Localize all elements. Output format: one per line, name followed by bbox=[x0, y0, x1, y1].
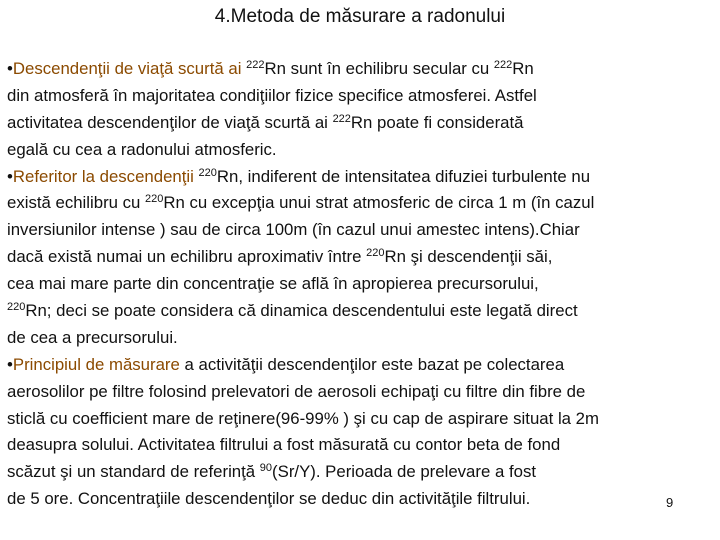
text-segment: de 5 ore. Concentraţiile descendenţilor se deduc din activităţile filtrului. bbox=[7, 489, 531, 509]
text-segment: Rn şi descendenţii săi, bbox=[384, 247, 553, 267]
text-line bbox=[7, 379, 719, 406]
text-line bbox=[7, 244, 719, 271]
text-segment: (Sr/Y). Perioada de prelevare a fost bbox=[272, 462, 537, 482]
text-segment: scăzut şi un standard de referinţă bbox=[7, 462, 260, 482]
text-line bbox=[7, 486, 719, 513]
text-line bbox=[7, 432, 719, 459]
text-segment: Rn, indiferent de intensitatea difuziei turbulente nu bbox=[216, 166, 591, 186]
paragraph-3 bbox=[7, 352, 719, 513]
highlighted-phrase: Principiul de măsurare bbox=[12, 354, 180, 374]
bullet: • bbox=[7, 59, 13, 78]
text-line bbox=[7, 137, 719, 164]
isotope-mass-number: 90 bbox=[259, 462, 273, 475]
text-segment: deasupra solului. Activitatea filtrului a fost măsurată cu contor beta de fond bbox=[7, 435, 561, 455]
isotope-mass-number: 220 bbox=[366, 247, 385, 260]
text-line bbox=[7, 110, 719, 137]
bullet: • bbox=[7, 166, 13, 186]
body-text bbox=[7, 56, 719, 513]
text-segment: egală cu cea a radonului atmosferic. bbox=[7, 139, 277, 159]
text-line bbox=[7, 271, 719, 298]
isotope-mass-number: 220 bbox=[198, 166, 217, 179]
text-line bbox=[7, 459, 719, 486]
text-segment: Rn cu excepţia unui strat atmosferic de circa 1 m (în cazul bbox=[163, 193, 595, 213]
text-line bbox=[7, 352, 719, 379]
text-segment: Rn sunt în echilibru secular cu bbox=[264, 59, 494, 78]
text-line bbox=[7, 325, 719, 352]
page-number: 9 bbox=[666, 495, 674, 510]
paragraph-1 bbox=[7, 56, 719, 164]
highlighted-phrase: Descendenţii de viaţă scurtă ai bbox=[12, 59, 247, 78]
text-segment: cea mai mare parte din concentraţie se află în apropierea precursorului, bbox=[7, 274, 539, 294]
isotope-mass-number: 222 bbox=[246, 59, 265, 71]
slide-title: 4.Metoda de măsurare a radonului bbox=[214, 6, 506, 27]
isotope-mass-number: 222 bbox=[332, 112, 351, 125]
paragraph-2 bbox=[7, 164, 719, 352]
text-segment: dacă există numai un echilibru aproximativ între bbox=[7, 247, 367, 267]
text-segment: Rn bbox=[512, 59, 534, 78]
text-segment: există echilibru cu bbox=[7, 193, 146, 213]
text-line bbox=[7, 164, 719, 191]
text-line bbox=[7, 298, 719, 325]
text-segment: inversiunilor intense ) sau de circa 100m (în cazul unui amestec intens).Chiar bbox=[7, 220, 580, 240]
text-segment: Rn; deci se poate considera că dinamica descendentului este legată direct bbox=[25, 301, 578, 321]
text-line bbox=[7, 190, 719, 217]
text-line bbox=[7, 406, 719, 433]
text-line bbox=[7, 217, 719, 244]
text-segment: aerosolilor pe filtre folosind prelevatori de aerosoli echipaţi cu filtre din fibre de bbox=[7, 381, 586, 401]
text-line bbox=[7, 56, 719, 83]
highlighted-phrase: Referitor la descendenţii bbox=[12, 166, 199, 186]
text-line bbox=[7, 83, 719, 110]
text-segment: de cea a precursorului. bbox=[7, 327, 178, 347]
text-segment: sticlă cu coefficient mare de reţinere(96-99% ) şi cu cap de aspirare situat la 2m bbox=[7, 408, 599, 428]
bullet: • bbox=[7, 354, 13, 374]
isotope-mass-number: 222 bbox=[493, 59, 513, 71]
isotope-mass-number: 220 bbox=[145, 193, 164, 206]
text-segment: activitatea descendenţilor de viaţă scurtă ai bbox=[7, 112, 333, 132]
isotope-mass-number: 220 bbox=[7, 301, 26, 314]
text-segment: Rn poate fi considerată bbox=[350, 112, 524, 132]
text-segment: din atmosferă în majoritatea condiţiilor fizice specifice atmosferei. Astfel bbox=[7, 85, 537, 105]
text-segment: a activităţii descendenţilor este bazat pe colectarea bbox=[179, 354, 565, 374]
